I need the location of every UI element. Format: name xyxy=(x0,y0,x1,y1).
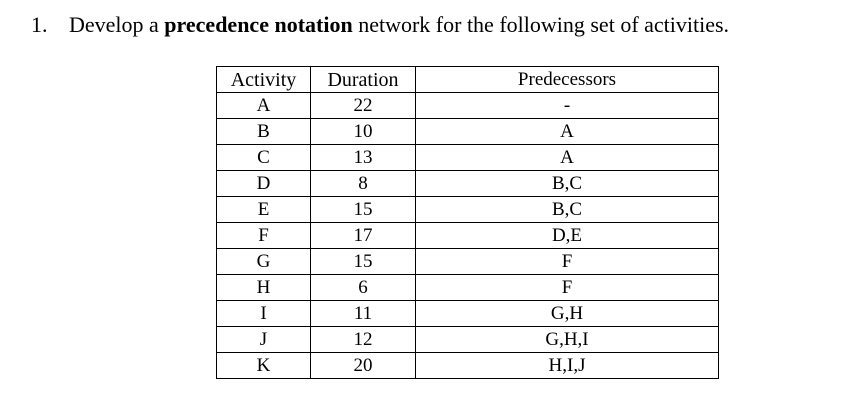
duration-cell: 20 xyxy=(311,353,416,379)
table-row xyxy=(217,171,719,197)
question-number: 1. xyxy=(31,12,48,37)
duration-cell: 6 xyxy=(311,275,416,301)
table-row xyxy=(217,301,719,327)
table-header-row xyxy=(217,67,719,93)
duration-cell: 13 xyxy=(311,145,416,171)
activity-cell: I xyxy=(217,301,311,327)
duration-cell: 8 xyxy=(311,171,416,197)
predecessors-cell: F xyxy=(416,249,719,275)
activity-cell: C xyxy=(217,145,311,171)
predecessors-cell: G,H,I xyxy=(416,327,719,353)
predecessors-cell: A xyxy=(416,145,719,171)
question-text-before: Develop a xyxy=(69,12,165,37)
activity-cell: H xyxy=(217,275,311,301)
predecessors-cell: B,C xyxy=(416,171,719,197)
activity-cell: K xyxy=(217,353,311,379)
duration-cell: 12 xyxy=(311,327,416,353)
predecessors-cell: G,H xyxy=(416,301,719,327)
table-row xyxy=(217,223,719,249)
header-duration: Duration xyxy=(311,67,416,93)
table-row xyxy=(217,353,719,379)
activity-cell: J xyxy=(217,327,311,353)
table-row xyxy=(217,145,719,171)
predecessors-cell: A xyxy=(416,119,719,145)
activity-cell: A xyxy=(217,93,311,119)
activity-cell: G xyxy=(217,249,311,275)
duration-cell: 17 xyxy=(311,223,416,249)
table-body xyxy=(217,93,719,379)
duration-cell: 10 xyxy=(311,119,416,145)
activity-cell: D xyxy=(217,171,311,197)
table-row xyxy=(217,327,719,353)
predecessors-cell: F xyxy=(416,275,719,301)
predecessors-cell: H,I,J xyxy=(416,353,719,379)
table-row xyxy=(217,119,719,145)
table-row xyxy=(217,93,719,119)
activity-cell: B xyxy=(217,119,311,145)
activity-cell: E xyxy=(217,197,311,223)
table-row xyxy=(217,197,719,223)
question-text-bold: precedence notation xyxy=(164,12,353,37)
duration-cell: 11 xyxy=(311,301,416,327)
table-row xyxy=(217,249,719,275)
predecessors-cell: - xyxy=(416,93,719,119)
activity-cell: F xyxy=(217,223,311,249)
activities-table xyxy=(216,66,719,379)
question-text-after: network for the following set of activities. xyxy=(352,12,730,37)
question-text xyxy=(31,10,729,40)
predecessors-cell: D,E xyxy=(416,223,719,249)
predecessors-cell: B,C xyxy=(416,197,719,223)
duration-cell: 15 xyxy=(311,249,416,275)
table-row xyxy=(217,275,719,301)
duration-cell: 22 xyxy=(311,93,416,119)
header-predecessors: Predecessors xyxy=(416,67,719,93)
duration-cell: 15 xyxy=(311,197,416,223)
header-activity: Activity xyxy=(217,67,311,93)
